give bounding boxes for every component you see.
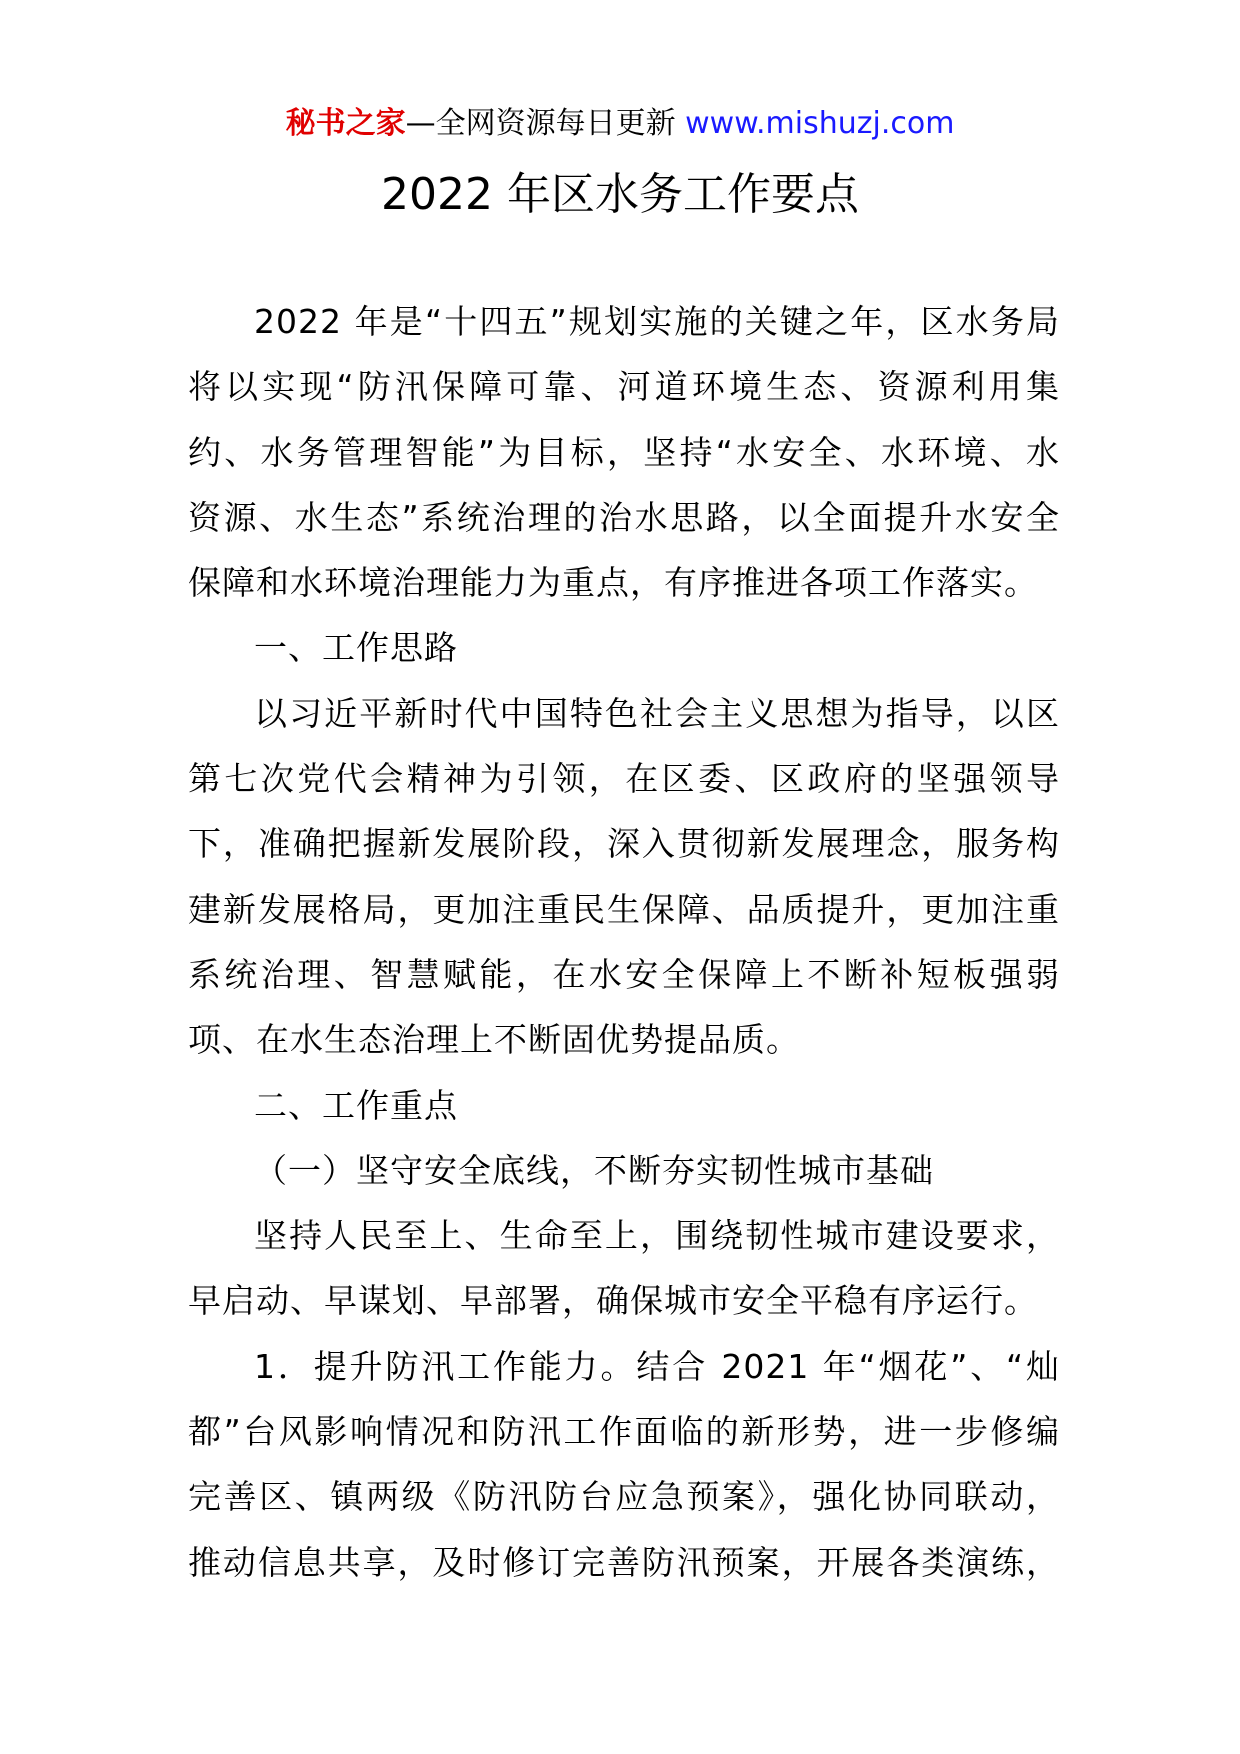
body-line: 将以实现“防汛保障可靠、河道环境生态、资源利用集: [188, 367, 1060, 407]
body-line: 以习近平新时代中国特色社会主义思想为指导，以区: [254, 693, 1060, 733]
body-line: 约、水务管理智能”为目标，坚持“水安全、水环境、水: [188, 432, 1060, 472]
subsection-heading: （一）坚守安全底线，不断夯实韧性城市基础: [254, 1150, 934, 1190]
body-line: 推动信息共享，及时修订完善防汛预案，开展各类演练，: [188, 1542, 1060, 1582]
body-line: 完善区、镇两级《防汛防台应急预案》，强化协同联动，: [188, 1477, 1060, 1517]
section-heading: 二、工作重点: [254, 1085, 458, 1125]
body-line: 2022 年是“十四五”规划实施的关键之年，区水务局: [254, 302, 1060, 341]
site-header: [0, 100, 1240, 148]
body-line: 项、在水生态治理上不断固优势提品质。: [188, 1020, 800, 1060]
body-line: 资源、水生态”系统治理的治水思路，以全面提升水安全: [188, 497, 1060, 537]
document-body: [188, 289, 1060, 1595]
site-tagline: —全网资源每日更新: [405, 106, 676, 141]
body-line: 都”台风影响情况和防汛工作面临的新形势，进一步修编: [188, 1412, 1060, 1452]
body-line: 第七次党代会精神为引领，在区委、区政府的坚强领导: [188, 759, 1060, 799]
body-line: 坚持人民至上、生命至上，围绕韧性城市建设要求，: [254, 1216, 1060, 1256]
document-title: 2022 年区水务工作要点: [381, 169, 859, 220]
body-line: 建新发展格局，更加注重民生保障、品质提升，更加注重: [188, 889, 1060, 929]
site-url-link[interactable]: www.mishuzj.com: [685, 106, 955, 141]
site-brand: 秘书之家: [285, 106, 406, 141]
body-line: 早启动、早谋划、早部署，确保城市安全平稳有序运行。: [188, 1281, 1038, 1321]
body-line: 保障和水环境治理能力为重点，有序推进各项工作落实。: [188, 563, 1038, 603]
body-line: 1．提升防汛工作能力。结合 2021 年“烟花”、“灿: [254, 1346, 1060, 1386]
body-line: 下，准确把握新发展阶段，深入贯彻新发展理念，服务构: [188, 824, 1060, 864]
body-line: 系统治理、智慧赋能，在水安全保障上不断补短板强弱: [188, 954, 1060, 994]
section-heading: 一、工作思路: [254, 628, 458, 668]
